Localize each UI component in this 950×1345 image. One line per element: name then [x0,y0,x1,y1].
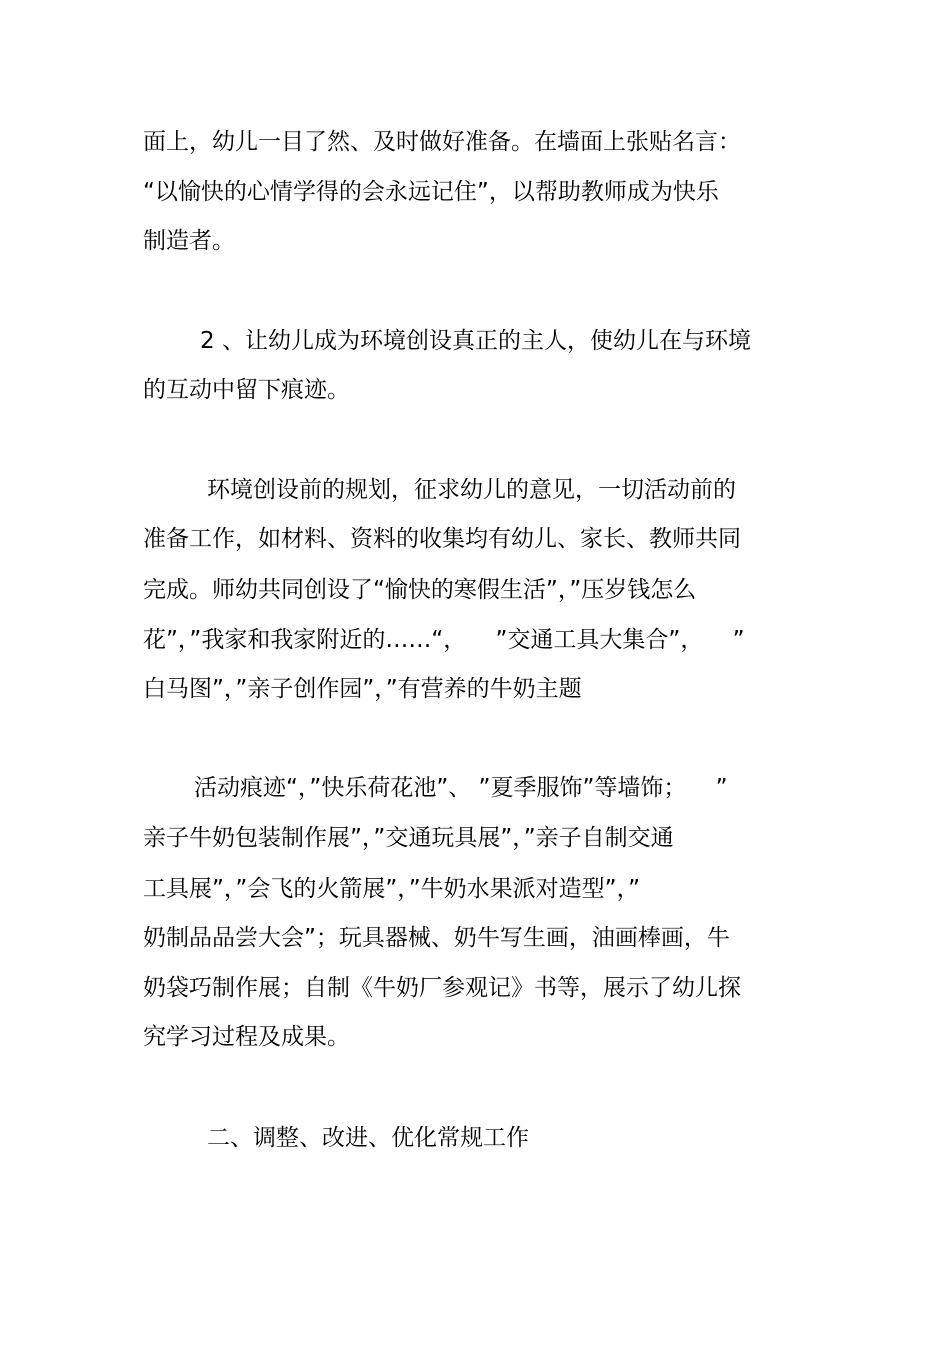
text-line: 的互动中留下痕迹。 [143,377,350,403]
text-line: 花”，”我家和我家附近的……“， ”交通工具大集合”， ” [143,627,745,653]
text-line: 2 、让幼儿成为环境创设真正的主人，使幼儿在与环境 [200,328,751,354]
text-line: 奶袋巧制作展；自制《牛奶厂参观记》书等，展示了幼儿探 [143,975,741,1001]
text-line: 亲子牛奶包装制作展”，”交通玩具展”，”亲子自制交通 [143,825,674,851]
text-line: 白马图”，”亲子创作园”，”有营养的牛奶主题 [143,676,582,702]
text-line: 准备工作，如材料、资料的收集均有幼儿、家长、教师共同 [143,526,741,552]
text-line: 活动痕迹“，”快乐荷花池”、 ”夏季服饰”等墙饰； ” [194,775,728,801]
text-line: 环境创设前的规划，征求幼儿的意见，一切活动前的 [207,477,736,503]
heading-line: 二、调整、改进、优化常规工作 [207,1125,529,1151]
text-line: 奶制品品尝大会”；玩具器械、奶牛写生画，油画棒画，牛 [143,925,730,951]
text-line: “以愉快的心情学得的会永远记住”，以帮助教师成为快乐 [143,179,719,205]
text-line: 究学习过程及成果。 [143,1024,350,1050]
text-line: 制造者。 [143,228,235,254]
text-line: 完成。师幼共同创设了“愉快的寒假生活”，”压岁钱怎么 [143,577,697,603]
text-line: 工具展”，”会飞的火箭展”，”牛奶水果派对造型”，” [143,876,640,902]
text-line: 面上，幼儿一目了然、及时做好准备。在墙面上张贴名言： [143,129,741,155]
